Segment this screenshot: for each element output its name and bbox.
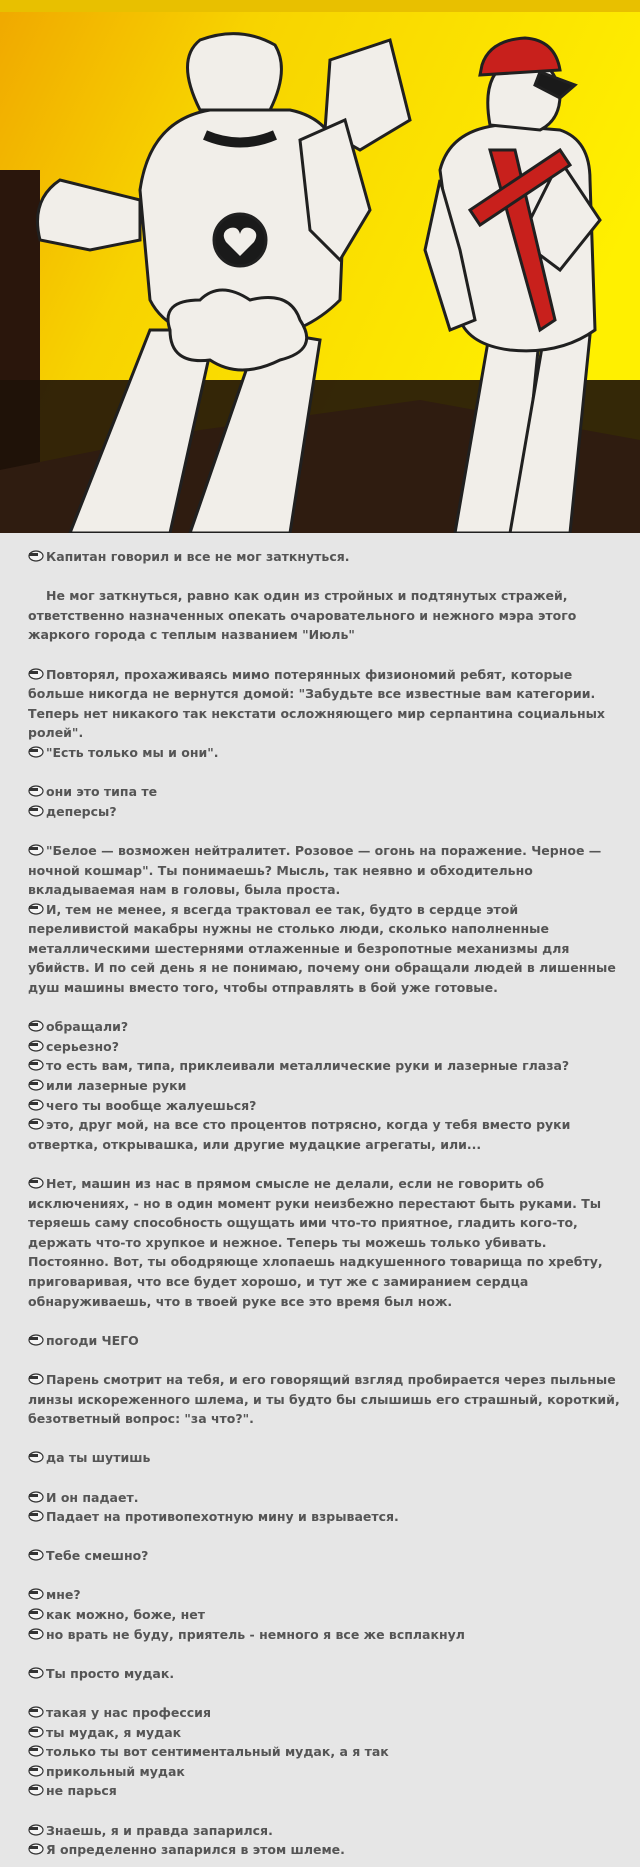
speaker-icon <box>28 1784 44 1796</box>
speaker-icon <box>28 844 44 856</box>
log-line: но врать не буду, приятель - немного я все же всплакнул <box>28 1625 620 1645</box>
speaker-icon <box>28 1667 44 1679</box>
speaker-icon <box>28 746 44 758</box>
log-line: как можно, боже, нет <box>28 1605 620 1625</box>
speaker-icon <box>28 1020 44 1032</box>
log-line: Парень смотрит на тебя, и его говорящий взгляд пробирается через пыльные линзы искореженного шлема, и ты будто бы слышишь его страшный, короткий, безответный вопрос: "за что?". <box>28 1371 620 1427</box>
log-line: Тебе смешно? <box>28 1546 620 1566</box>
speaker-icon <box>28 1726 44 1738</box>
speaker-icon <box>28 785 44 797</box>
speaker-icon <box>28 550 44 562</box>
log-line: ты мудак, я мудак <box>28 1723 620 1743</box>
log-line: они это типа те <box>28 782 620 802</box>
speaker-icon <box>28 1765 44 1777</box>
speaker-icon <box>28 903 44 915</box>
log-line: только ты вот сентиментальный мудак, а я так <box>28 1742 620 1762</box>
speaker-icon <box>28 1628 44 1640</box>
speaker-icon <box>28 1118 44 1130</box>
speaker-icon <box>28 1745 44 1757</box>
log-line: чего ты вообще жалуешься? <box>28 1096 620 1116</box>
speaker-icon <box>28 1588 44 1600</box>
log-line: Повторял, прохаживаясь мимо потерянных физиономий ребят, которые больше никогда не вернутся домой: "Забудьте все известные вам категории. Теперь нет никакого так некстати осложняющего мир серпантина социальных ролей". <box>28 666 605 741</box>
speaker-icon <box>28 1373 44 1385</box>
log-line: серьезно? <box>28 1037 620 1057</box>
log-line: Не мог заткнуться, равно как один из стройных и подтянутых стражей, ответственно назначенных опекать очаровательного и нежного мэра этого жаркого города с теплым названием "Июль" <box>28 588 577 643</box>
log-line: деперсы? <box>28 802 620 822</box>
log-line: такая у нас профессия <box>28 1703 620 1723</box>
log-line: или лазерные руки <box>28 1076 620 1096</box>
speaker-icon <box>28 1608 44 1620</box>
speaker-icon <box>28 1491 44 1503</box>
log-line: Капитан говорил и все не мог заткнуться. <box>28 547 620 567</box>
log-line: Знаешь, я и правда запарился. <box>28 1821 620 1841</box>
log-line: Я определенно запарился в этом шлеме. <box>28 1840 620 1860</box>
speaker-icon <box>28 668 44 680</box>
log-line: это, друг мой, на все сто процентов потрясно, когда у тебя вместо руки отвертка, открывашка, или другие мудацкие агрегаты, или... <box>28 1117 571 1152</box>
speaker-icon <box>28 1824 44 1836</box>
speaker-icon <box>28 1843 44 1855</box>
speaker-icon <box>28 1706 44 1718</box>
speaker-icon <box>28 1451 44 1463</box>
speaker-icon <box>28 1079 44 1091</box>
log-line: то есть вам, типа, приклеивали металлические руки и лазерные глаза? <box>28 1056 620 1076</box>
speaker-icon <box>28 1177 44 1189</box>
speaker-icon <box>28 1059 44 1071</box>
log-line: обращали? <box>28 1017 620 1037</box>
speaker-icon <box>28 1099 44 1111</box>
log-line: Падает на противопехотную мину и взрывается. <box>28 1507 620 1527</box>
log-line: не парься <box>28 1781 620 1801</box>
speaker-icon <box>28 805 44 817</box>
speaker-icon <box>28 1510 44 1522</box>
illustration-two-figures <box>0 0 640 533</box>
log-line: да ты шутишь <box>28 1448 620 1468</box>
speaker-icon <box>28 1549 44 1561</box>
background-band-top <box>0 0 640 12</box>
speaker-icon <box>28 1334 44 1346</box>
speaker-icon <box>28 1040 44 1052</box>
log-line: "Белое — возможен нейтралитет. Розовое — огонь на поражение. Черное — ночной кошмар". Ты понимаешь? Мысль, так неявно и обходительно вкладываемая нам в головы, была проста. <box>28 842 602 898</box>
log-line: Ты просто мудак. <box>28 1664 620 1684</box>
pesterlog <box>28 547 620 1860</box>
log-line: мне? <box>28 1585 620 1605</box>
log-line: И он падает. <box>28 1488 620 1508</box>
log-line: Нет, машин из нас в прямом смысле не делали, если не говорить об исключениях, - но в один момент руки неизбежно перестают быть руками. Ты теряешь саму способность ощущать ими что-то приятное, гладить кого-то, держать что-то хрупкое и нежное. Теперь ты можешь только убивать. Постоянно. Вот, ты ободряюще хлопаешь надкушенного товарища по хребту, приговаривая, что все будет хорошо, и тут же с замиранием сердца обнаруживаешь, что в твоей руке все это время был нож. <box>28 1176 603 1309</box>
log-line: прикольный мудак <box>28 1762 620 1782</box>
log-line: "Есть только мы и они". <box>28 743 620 763</box>
log-line: погоди ЧЕГО <box>28 1331 620 1351</box>
log-line: И, тем не менее, я всегда трактовал ее так, будто в сердце этой переливистой макабры нужны не столько люди, сколько наполненные металлическими шестернями отлаженные и безропотные механизмы для убийств. И по сей день я не понимаю, почему они обращали людей в лишенные душ машины вместо того, чтобы отправлять в бой уже готовые. <box>28 901 616 996</box>
